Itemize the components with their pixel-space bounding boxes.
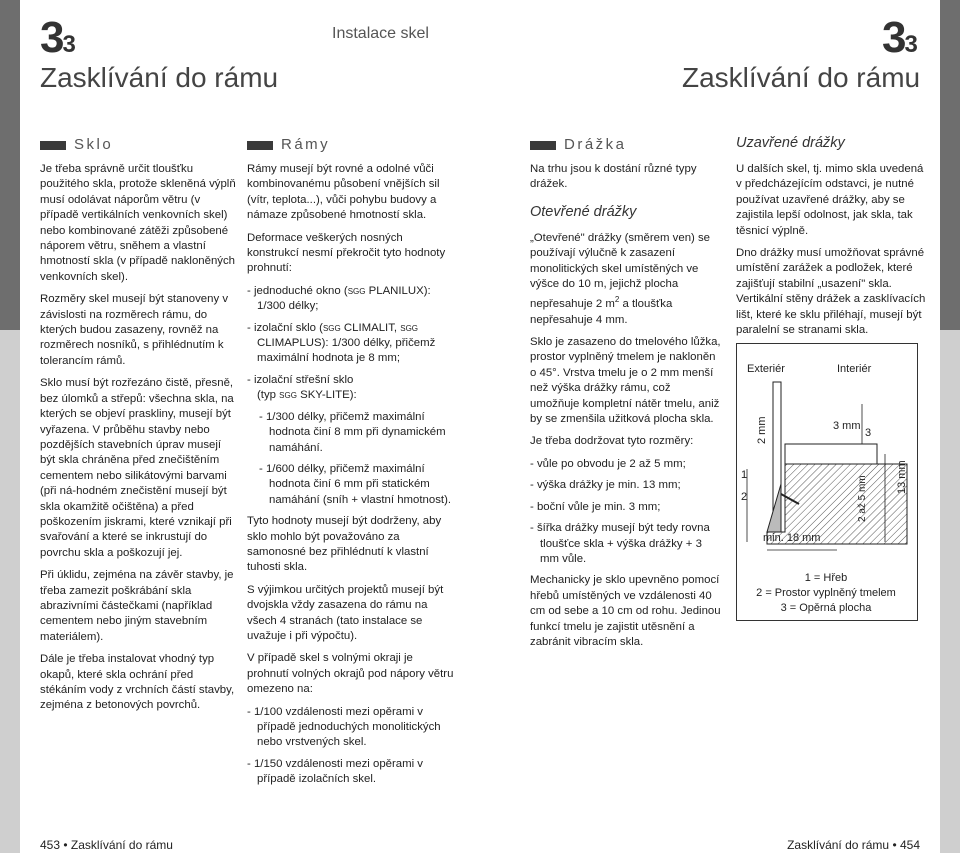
list-item: - 1/100 vzdálenosti mezi opěrami v případě jednoduchých monolitických nebo vrstvených skel. [247,705,441,749]
column-drazka [530,136,722,657]
dim-min18mm: min. 18 mm [763,532,821,544]
footer-left: 453 • Zasklívání do rámu [40,838,173,852]
label-interior: Interiér [837,363,872,375]
legend-item: 1 = Hřeb [804,572,848,584]
list-item: - boční vůle je min. 3 mm; [530,500,661,513]
chapter-number-right: 33 [882,13,918,62]
legend-item: 2 = Prostor vyplněný tmelem [756,587,896,599]
paragraph: V případě skel s volnými okraji je prohnutí volných okrajů pod nápory větru omezeno na: [247,652,454,696]
paragraph: Na trhu jsou k dostání různé typy drážek. [530,163,697,191]
paragraph: Dále je třeba instalovat vhodný typ okapů, které skla ochrání před stékáním vody z vrchních částí stavby, zejména z betonových povrchů. [40,653,235,712]
paragraph: S výjimkou určitých projektů musejí být dvojskla vždy zasazena do rámu na všech 4 stranách (tato instalace se uvažuje i při výpočtu). [247,583,444,642]
chapter-number-left: 33 [40,13,76,62]
heading-marker [530,141,556,150]
paragraph: Je třeba správně určit tloušťku použitého skla, protože skleněná výplň musí odolávat náporům větru (v případě vertikálních venkovních skel) nebo kombinované zátěži způsobené náporem větru, sněhem a vlastní hmotností skla (v případě nakloněných venkovních skel). [40,163,236,283]
section-heading-drazka: Drážka [530,136,722,154]
sub-list-item: - 1/300 délky, přičemž maximální hodnota činí 8 mm při dynamickém namáhání. [259,410,446,454]
dim-2mm: 2 mm [756,416,768,444]
callout-3: 3 [865,427,872,439]
paragraph: Mechanicky je sklo upevněno pomocí hřebů umístěných ve vzdálenosti 40 cm od sebe a 10 cm od rohu. Jedinou funkcí tmelu je zajistit utěsnění a zabránit vibracím skla. [530,574,721,648]
paragraph: Při úklidu, zejména na závěr stavby, je třeba zamezit poškrábání skla abrazivními částečkami (například cementem nebo jiným stavebním materiálem). [40,569,234,643]
paragraph: Rámy musejí být rovné a odolné vůči kombinovanému působení vnějších sil (vítr, teplota...), vůči pohybu budovy a námaze způsobené hmotností skla. [247,163,440,222]
column-uzavrene [736,136,926,345]
dim-2az5mm: 2 až 5 mm [857,475,868,522]
list-item: - výška drážky je min. 13 mm; [530,479,681,492]
subheading-uzavrene: Uzavřené drážky [736,135,845,151]
paragraph: „Otevřené" drážky (směrem ven) se používají výlučně k zasazení monolitických skel umístěných ve výšce do 10 m, jejichž plocha nepřesahuje 2 $m^2$ a tloušťka nepřesahuje 4 mm. [530,231,711,326]
callout-2: 2 [741,491,748,503]
section-heading-sklo: Sklo [40,136,236,154]
section-heading-ramy: Rámy [247,136,457,154]
right-margin-bar [940,0,960,853]
paragraph: Je třeba dodržovat tyto rozměry: [530,435,694,448]
paragraph: Dno drážky musí umožňovat správné umístění zarážek a podložek, které zajišťují stabilní „usazení" skla. Vertikální stěny drážek a zasklívacích lišt, které ke sklu přiléhají, musejí být paralelní se stranami skla. [736,247,926,337]
paragraph: Sklo musí být rozřezáno čistě, přesně, bez úlomků a střepů: všechna skla, na kterých se objeví praskliny, musejí být vyřazena. V průběhu stavby nebo pozdějších stavebních úprav musejí být skla chráněna před znečištěním cementem nebo silikátovými barvami (při ná-hodném znečistění musejí být skla okamžitě očištěna) a před poškozením jiskrami, které vznikají při svařování a které se inkrustují do povrchu skla a poškozují jej. [40,377,234,559]
heading-marker [247,141,273,150]
legend-item: 3 = Opěrná plocha [780,602,872,614]
dim-3mm: 3 mm [833,420,861,432]
heading-marker [40,141,66,150]
running-head: Instalace skel [332,25,429,42]
column-ramy [247,136,457,794]
list-item: - vůle po obvodu je 2 až 5 mm; [530,457,686,470]
groove-space [785,444,877,464]
list-item: - izolační střešní sklo [247,373,354,386]
subheading-otevrene: Otevřené drážky [530,203,637,220]
left-chapter-tab [0,0,20,330]
callout-1: 1 [741,469,748,481]
dim-13mm: 13 mm [896,460,908,494]
left-margin-bar [0,0,20,853]
list-item: - izolační sklo (SGG CLIMALIT, SGG CLIMAPLUS): 1/300 délky, přičemž maximální hodnota je 8 mm; [247,321,436,365]
paragraph: Deformace veškerých nosných konstrukcí nesmí překročit tyto hodnoty prohnutí: [247,231,446,275]
paragraph: Sklo je zasazeno do tmelového lůžka, prostor vyplněný tmelem je nakloněn o 45°. Vrstva tmelu je o 2 mm menší než výška drážky rámu, což umožňuje kompletní nátěr tmelu, aniž by se zmenšila užitková plocha skla. [530,336,721,426]
chapter-title-left: Zasklívání do rámu [40,62,279,93]
list-item: - jednoduché okno (SGG PLANILUX): 1/300 délky; [247,284,431,313]
list-item: - 1/150 vzdálenosti mezi opěrami v případě izolačních skel. [247,757,424,786]
paragraph: U dalších skel, tj. mimo skla uvedená v předcházejícím odstavci, je nutné používat uzavřené drážky, aby se zajistila lepší odolnost, jak skla, tak těsnicí výplně. [736,163,924,237]
diagram-legend [736,571,916,616]
column-sklo [40,136,236,721]
chapter-title-right: Zasklívání do rámu [682,62,921,93]
right-chapter-tab [940,0,960,330]
paragraph: Rozměry skel musejí být stanoveny v závislosti na rozměrech rámu, do kterých budou zasazeny, rovněž na rozměrech nosníků, s přihlédnutím k tolerancím rámů. [40,293,229,367]
footer-right: Zasklívání do rámu • 454 [787,838,920,852]
paragraph: Tyto hodnoty musejí být dodrženy, aby sklo mohlo být považováno za samonosné bez přihlédnutí k vlastní tuhosti skla. [247,515,442,574]
list-item-cont: (typ SGG SKY-LITE): [257,389,357,402]
label-exterior: Exteriér [747,363,785,375]
list-item: - šířka drážky musejí být tedy rovna tloušťce skla + výška drážky + 3 mm vůle. [530,522,710,565]
sub-list-item: - 1/600 délky, přičemž maximální hodnota činí 6 mm při statickém namáhání (sníh + vlastní hmotnost). [259,462,452,506]
